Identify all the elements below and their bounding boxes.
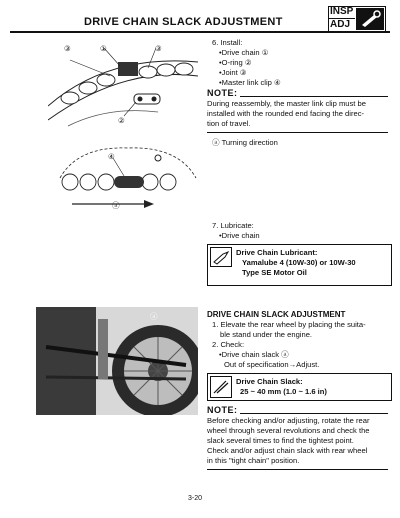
note-end-rule [207, 132, 388, 133]
install-item: •Joint ③ [219, 68, 247, 77]
lubricant-spec-box [207, 244, 392, 286]
note-line: During reassembly, the master link clip must be [207, 99, 366, 108]
install-item: •Drive chain ① [219, 48, 269, 57]
slack-step: Out of specification→Adjust. [224, 360, 320, 369]
note-heading: NOTE: [207, 88, 238, 98]
note-line: installed with the rounded end facing the direc- [207, 109, 365, 118]
wrench-icon [356, 8, 384, 30]
lubricant-line: Yamalube 4 (10W-30) or 10W-30 [242, 258, 356, 267]
lubricant-spec-text [236, 248, 356, 278]
note-rule [240, 413, 388, 414]
callout-2: ② [118, 116, 125, 125]
lubricant-label: Drive Chain Lubricant: [236, 248, 318, 257]
oil-can-icon [210, 247, 232, 267]
note-line: tion of travel. [207, 119, 251, 128]
page-number: 3-20 [188, 495, 203, 502]
slack-spec-box [207, 373, 392, 401]
slack-step: 1. Elevate the rear wheel by placing the suita- [212, 320, 366, 329]
callout-3-right: ③ [155, 44, 162, 53]
legend-turning-direction: ⓐ Turning direction [212, 138, 278, 147]
slack-spec-text [236, 377, 327, 397]
master-link-figure [58, 138, 198, 218]
note-line: wheel through several revolutions and check the [207, 426, 370, 435]
note-rule [240, 96, 388, 97]
photo-callout-a: ⓐ [150, 312, 158, 321]
callout-4: ④ [108, 152, 115, 161]
section-tag-adj: ADJ [330, 19, 351, 30]
note-line: in this "tight chain" position. [207, 456, 300, 465]
page-title: DRIVE CHAIN SLACK ADJUSTMENT [84, 16, 283, 28]
lubricate-item: •Drive chain [219, 231, 260, 240]
lubricant-line: Type SE Motor Oil [242, 268, 307, 277]
slack-section-heading: DRIVE CHAIN SLACK ADJUSTMENT [207, 310, 346, 319]
callout-a-direction: ⓐ [112, 201, 120, 210]
note-line: Check and/or adjust chain slack with rear wheel [207, 446, 368, 455]
note-line: slack several times to find the tightest point. [207, 436, 354, 445]
slack-step: 2. Check: [212, 340, 245, 349]
slack-spec-label: Drive Chain Slack: [236, 377, 303, 386]
install-heading: 6. Install: [212, 38, 243, 47]
install-item: •Master link clip ④ [219, 78, 281, 87]
slack-step: ble stand under the engine. [220, 330, 313, 339]
section-tag-insp: INSP [330, 6, 354, 17]
slack-step: •Drive chain slack ⓐ [219, 350, 289, 359]
rear-wheel-photo [36, 307, 198, 415]
callout-3-left: ③ [64, 44, 71, 53]
note-end-rule [207, 469, 388, 470]
lubricate-heading: 7. Lubricate: [212, 221, 254, 230]
note-line: Before checking and/or adjusting, rotate the rear [207, 416, 370, 425]
slack-spec-value: 25 ~ 40 mm (1.0 ~ 1.6 in) [240, 387, 327, 396]
install-item: •O-ring ② [219, 58, 252, 67]
callout-1: ① [100, 44, 107, 53]
gauge-icon [210, 376, 232, 398]
note-heading: NOTE: [207, 405, 238, 415]
